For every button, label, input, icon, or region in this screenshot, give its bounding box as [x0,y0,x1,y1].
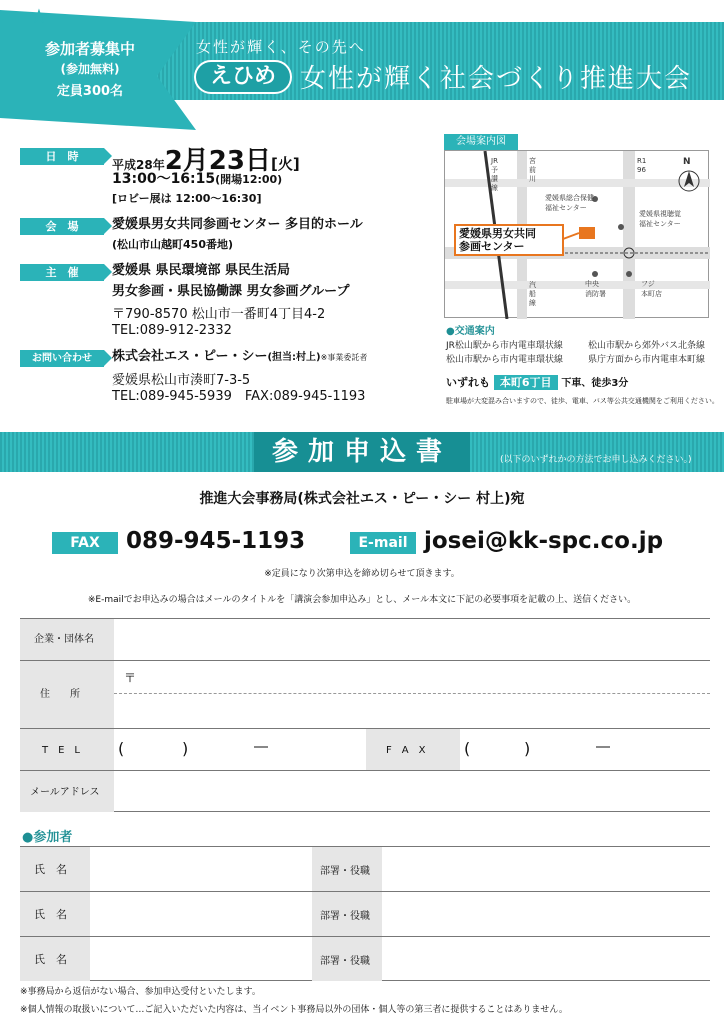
participant-row-1[interactable] [20,846,710,891]
form-row-tel-fax[interactable] [20,728,710,770]
dept-label-3: 部署・役職 [312,937,382,981]
form-row-address[interactable] [20,660,710,728]
capacity-note: ※定員になり次第申込を締め切らせて頂きます。 [264,569,460,579]
contact-company-line [112,348,367,367]
fuji-dot [626,271,632,277]
map-label-jr: JR予讃線 [491,157,498,192]
date-main: 2月23日 [164,146,271,176]
free-text: (参加無料) [60,62,120,76]
name-label-3: 氏 名 [20,937,90,981]
application-recipient: 推進大会事務局(株式会社エス・ピー・シー 村上)宛 [199,491,525,507]
fire-station-dot [592,271,598,277]
venue-name: 愛媛県男女共同参画センター 多目的ホール [112,217,363,232]
map-label-welfare1: 愛媛県総合保健 福祉センター [545,194,594,212]
venue-marker [579,227,595,239]
access-title: ●交通案内 [446,326,495,337]
footnote-privacy: ※個人情報の取扱いについて…ご記入いただいた内容は、当イベント事務局以外の団体・個人等の第三者に提供することはありません。 [20,1005,568,1015]
date-label: 日 時 [20,148,104,165]
contact-company: 株式会社エス・ピー・シー [112,349,268,364]
fax-label: F A X [366,729,460,770]
access-stop-line [446,374,628,390]
address-divider [114,693,710,694]
map-title: 会場案内図 [444,134,518,150]
access-line-1b: 松山市駅から郊外バス北条線 [588,341,706,351]
event-subtitle: 女性が輝く、その先へ [196,38,366,56]
contact-address: 愛媛県松山市湊町7-3-5 [112,373,251,388]
tel-paren-open: ( [118,739,125,758]
capacity-text: 定員300名 [56,84,124,99]
participant-row-3[interactable] [20,936,710,981]
map-label-miyamae: 宮前川 [529,157,536,183]
venue-address: (松山市山越町450番地) [112,238,234,251]
company-label: 企業・団体名 [20,619,114,660]
fax-paren-close: ) [524,739,531,758]
map-label-fire: 中央 消防署 [585,280,606,298]
dept-label-1: 部署・役職 [312,847,382,891]
host-zip-address: 〒790-8570 松山市一番町4丁目4-2 [112,307,326,322]
host-line-1: 愛媛県 県民環境部 県民生活局 [112,263,291,278]
application-title: 参加申込書 [254,432,470,472]
participants-heading: ●参加者 [22,830,73,845]
event-time [112,170,282,189]
access-line-2b: 県庁方面から市内電車本町線 [588,355,706,365]
fax-dash: ― [596,739,610,755]
host-line-2: 男女参画・県民協働課 男女参画グループ [112,284,350,299]
tel-label: T E L [20,729,114,770]
map-label-fuji: フジ 本町店 [641,280,662,298]
contact-person: (担当:村上) [267,352,321,363]
ehime-badge: えひめ [194,60,292,94]
contact-label: お問い合わせ [20,350,104,367]
date-day: [火] [270,155,300,173]
dept-label-2: 部署・役職 [312,892,382,936]
host-label: 主 催 [20,264,104,281]
star-icon: ★ [30,4,48,28]
name-label-2: 氏 名 [20,892,90,936]
access-line-1a: JR松山駅から市内電車環状線 [446,341,563,351]
form-row-company[interactable] [20,618,710,660]
recruit-text: 参加者募集中 [44,40,135,58]
time-range: 13:00〜16:15 [112,171,216,187]
address-label: 住 所 [20,661,114,728]
footnote-reply: ※事務局から返信がない場合、参加申込受付といたします。 [20,987,261,997]
form-row-email[interactable] [20,770,710,812]
tel-dash: ― [254,739,268,755]
north-road [445,179,710,187]
access-either: いずれも [446,376,490,389]
south-road [445,281,710,289]
email-field-label: メールアドレス [20,771,114,812]
map-label-north: N [683,157,691,167]
name-label-1: 氏 名 [20,847,90,891]
map-label-sogan: 汽船線 [529,281,536,307]
r196-road [623,151,635,319]
email-tag: E-mail [350,532,416,554]
application-note: (以下のいずれかの方法でお申し込みください。) [500,455,692,465]
map-label-welfare2: 愛媛県視聴覚 福祉センター [639,210,681,228]
date-prefix: 平成28年 [112,158,165,172]
venue-pointer [563,233,579,239]
event-title: 女性が輝く社会づくり推進大会 [300,64,693,94]
host-tel: TEL:089-912-2332 [112,323,232,338]
tel-paren-close: ) [182,739,189,758]
access-line-2a: 松山市駅から市内電車環状線 [446,355,564,365]
time-open: (開場12:00) [215,173,283,186]
lobby-exhibit: [ロビー展は 12:00〜16:30] [112,192,262,205]
email-address[interactable]: josei@kk-spc.co.jp [424,528,664,554]
venue-map [444,150,709,318]
access-stop: 本町6丁目 [494,375,558,390]
zip-mark: 〒 [124,671,137,685]
map-venue-label: 愛媛県男女共同 参画センター [459,227,536,253]
visual-welfare-dot [618,224,624,230]
contact-note: ※事業委託者 [320,353,368,362]
fax-paren-open: ( [464,739,471,758]
fax-number[interactable]: 089-945-1193 [126,528,306,554]
venue-label: 会 場 [20,218,104,235]
email-instructions: ※E-mailでお申込みの場合はメールのタイトルを「講演会参加申込み」とし、メール本文に下記の必要事項を記載の上、送信ください。 [87,595,637,605]
participant-row-2[interactable] [20,891,710,936]
contact-tel-fax: TEL:089-945-5939 FAX:089-945-1193 [112,389,366,404]
access-parking: 駐車場が大変混み合いますので、徒歩、電車、バス等公共交通機関をご利用ください。 [446,397,719,405]
access-walk: 下車、徒歩3分 [561,378,629,389]
map-label-r196: R196 [637,157,647,174]
fax-tag: FAX [52,532,118,554]
